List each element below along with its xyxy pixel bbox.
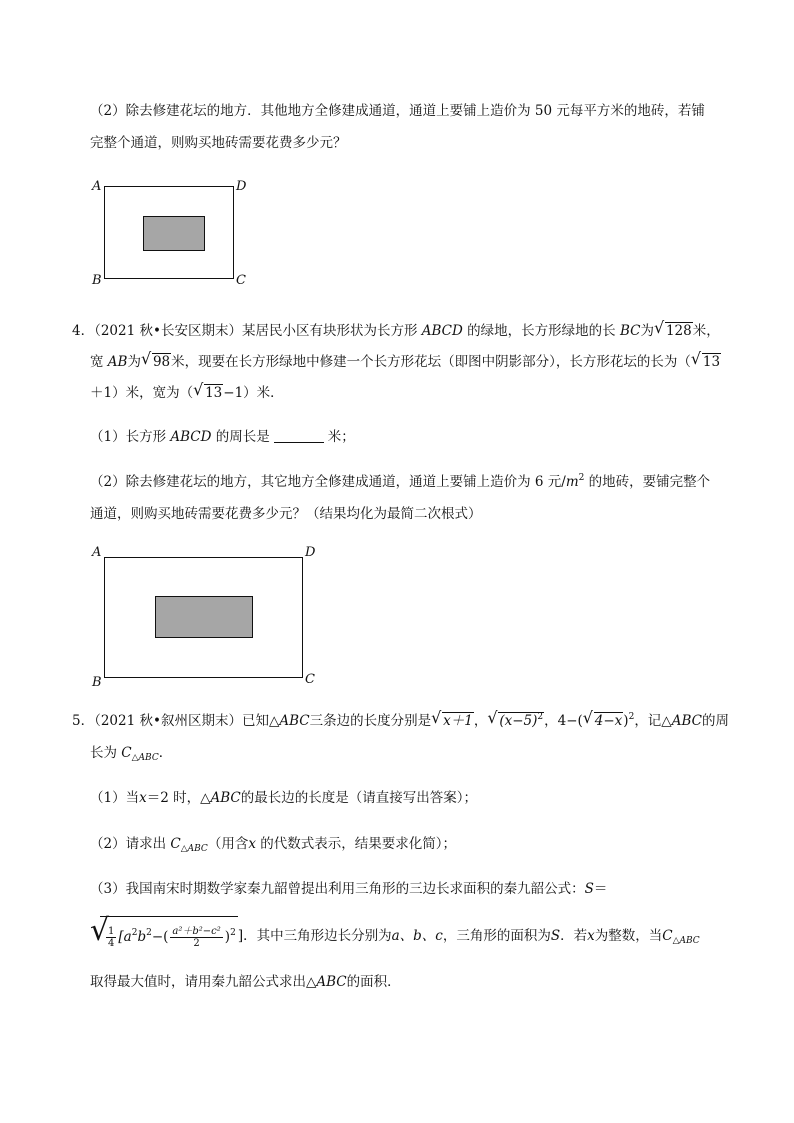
q5-part1: （1）当x＝2 时，△ABC的最长边的长度是（请直接写出答案）； <box>90 790 477 806</box>
q4-part2-line2: 通道，则购买地砖需要花费多少元？（结果均化为最简二次根式） <box>90 506 482 522</box>
fig1-flowerbed <box>143 216 205 251</box>
fig1-label-d: D <box>236 179 247 194</box>
sqrt-4-minus-x: √ 4−x <box>582 708 623 729</box>
sqrt-98: √ 98 <box>140 349 171 370</box>
sqrt-x-plus-1: √ x＋1 <box>431 708 473 729</box>
q5-part2: （2）请求出 $C_{\triangle ABC}$（用含x 的代数式表示，结果要求化简）； <box>90 836 456 854</box>
q5-part3-last-line: 取得最大值时，请用秦九韶公式求出△ABC的面积． <box>90 974 401 990</box>
fig2-label-b: B <box>92 675 102 690</box>
fig2-label-d: D <box>305 545 316 560</box>
answer-blank[interactable] <box>274 430 324 443</box>
qin-jiushao-formula: √ $\frac{1}{4}$ [$a^2b^2-$( $\frac{\text{a²＋b²−c²}}{2}$ )$^2$ <box>90 915 238 959</box>
sqrt-13a: √ 13 <box>690 349 721 370</box>
q5-line2: 长为 $C_{\triangle ABC}$． <box>90 745 173 763</box>
q5-part3-formula-line: √ $\frac{1}{4}$ [$a^2b^2-$( $\frac{\text{a²＋b²−c²}}{2}$ )$^2$ ]．其中三角形边长分别为a、b、c，三角形的面积为S．若x为整数，当$C_{\triangle ABC}$ <box>90 914 700 958</box>
fig1-label-a: A <box>92 179 102 194</box>
fig2-label-c: C <box>305 672 315 687</box>
fig1-label-c: C <box>236 273 246 288</box>
q4-part2-line1: （2）除去修建花坛的地方，其它地方全修建成通道，通道上要铺上造价为 6 元$/m^2$ 的地砖，要铺完整个 <box>90 473 711 490</box>
q4-line1: 4．（2021 秋•长安区期末）某居民小区有块形状为长方形 ABCD 的绿地，长方形绿地的长 BC为 √ 128米， <box>72 318 720 339</box>
q5-line1: 5．（2021 秋•叙州区期末）已知△ABC三条边的长度分别是 √ x＋1， √ $(x-5)^2$，4−( √ 4−x)$^2$，记△ABC的周 <box>72 711 729 733</box>
q3-part2-line2: 完整个通道，则购买地砖需要花费多少元？ <box>90 135 347 151</box>
sqrt-13b: √ 13 <box>193 380 223 401</box>
fig2-label-a: A <box>92 545 102 560</box>
q4-part1: （1）长方形 ABCD 的周长是 米； <box>90 429 355 445</box>
fig2-flowerbed <box>155 596 253 638</box>
q4-line2: 宽 AB为 √ 98米，现要在长方形绿地中修建一个长方形花坛（即图中阴影部分），长方形花坛的长为（ √ 13 <box>90 349 721 370</box>
q5-part3-line1: （3）我国南宋时期数学家秦九韶曾提出利用三角形的三边长求面积的秦九韶公式：S＝ <box>90 881 608 897</box>
sqrt-128: √ 128 <box>653 318 692 339</box>
sqrt-x-minus-5-sq: √ $(x-5)^2$ <box>487 708 544 729</box>
q4-line3: ＋1）米，宽为（ √ 13−1）米． <box>90 380 284 401</box>
q3-part2-line1: （2）除去修建花坛的地方．其他地方全修建成通道，通道上要铺上造价为 50 元每平方米的地砖，若铺 <box>90 103 705 119</box>
fig1-label-b: B <box>92 273 102 288</box>
